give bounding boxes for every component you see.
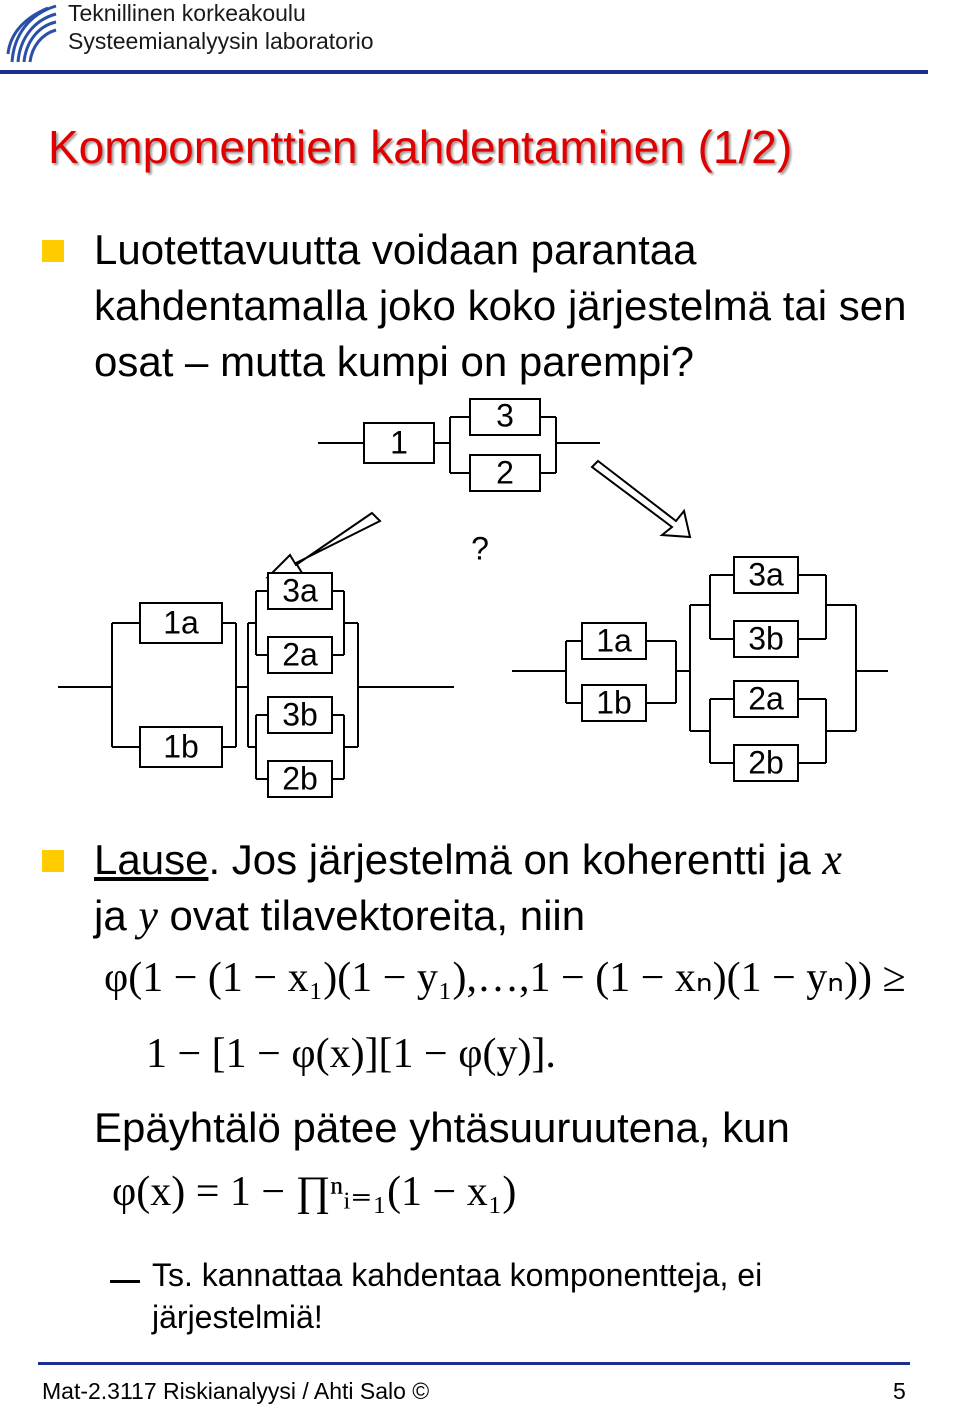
left-system-diagram <box>58 573 454 797</box>
page-number: 5 <box>893 1378 906 1404</box>
left-comp-2a-label: 2a <box>282 636 318 673</box>
conclusion-note: Ts. kannattaa kahdentaa komponentteja, ei järjestelmiä! <box>152 1257 763 1335</box>
footer-divider <box>38 1362 910 1365</box>
right-comp-3a-label: 3a <box>748 556 784 593</box>
inequality-line-1: φ(1 − (1 − x₁)(1 − y₁),…,1 − (1 − xₙ)(1 − yₙ)) ≥ <box>104 955 906 1001</box>
right-comp-2a-label: 2a <box>748 680 784 717</box>
arrow-to-right-system <box>592 461 690 537</box>
top-comp-3-label: 3 <box>496 397 514 434</box>
lause-heading: Lause <box>94 836 209 883</box>
right-comp-1b-label: 1b <box>596 684 632 721</box>
left-comp-1b-label: 1b <box>163 728 199 765</box>
dash-marker <box>110 1280 140 1283</box>
arrow-to-left-system <box>268 513 380 577</box>
header-university: Teknillinen korkeakoulu <box>68 0 306 26</box>
theorem-text-2: ja <box>94 892 139 939</box>
theorem-text-3: ovat tilavektoreita, niin <box>157 892 586 939</box>
var-x: x <box>822 835 842 884</box>
right-comp-2b-label: 2b <box>748 744 784 781</box>
right-system-diagram <box>512 557 888 781</box>
footer-course: Mat-2.3117 Riskianalyysi / Ahti Salo © <box>42 1378 430 1404</box>
university-logo <box>4 4 60 64</box>
right-comp-3b-label: 3b <box>748 620 784 657</box>
theorem-statement <box>94 832 934 944</box>
redundancy-diagram <box>0 395 960 815</box>
bullet-text-redundancy: Luotettavuutta voidaan parantaa kahdentamalla joko koko järjestelmä tai sen osat – mutta kumpi on parempi? <box>94 226 907 385</box>
theorem-text-1: . Jos järjestelmä on koherentti ja <box>208 836 823 883</box>
left-comp-3b-label: 3b <box>282 696 318 733</box>
left-comp-3a-label: 3a <box>282 572 318 609</box>
right-comp-1a-label: 1a <box>596 622 632 659</box>
bullet-marker <box>42 240 64 262</box>
equality-condition-text: Epäyhtälö pätee yhtäsuuruutena, kun <box>94 1104 790 1151</box>
left-comp-2b-label: 2b <box>282 760 318 797</box>
bullet-marker <box>42 850 64 872</box>
header-laboratory: Systeemianalyysin laboratorio <box>68 28 374 54</box>
inequality-line-2: 1 − [1 − φ(x)][1 − φ(y)]. <box>146 1031 556 1077</box>
slide-title: Komponenttien kahdentaminen (1/2) <box>48 121 793 173</box>
equality-formula: φ(x) = 1 − ∏ⁿᵢ₌₁(1 − x₁) <box>112 1169 517 1215</box>
top-comp-1-label: 1 <box>390 424 408 461</box>
top-system-diagram <box>318 399 600 491</box>
top-comp-2-label: 2 <box>496 454 514 491</box>
header-divider <box>0 70 928 74</box>
var-y: y <box>138 891 158 940</box>
left-comp-1a-label: 1a <box>163 604 199 641</box>
question-mark: ? <box>471 530 489 567</box>
